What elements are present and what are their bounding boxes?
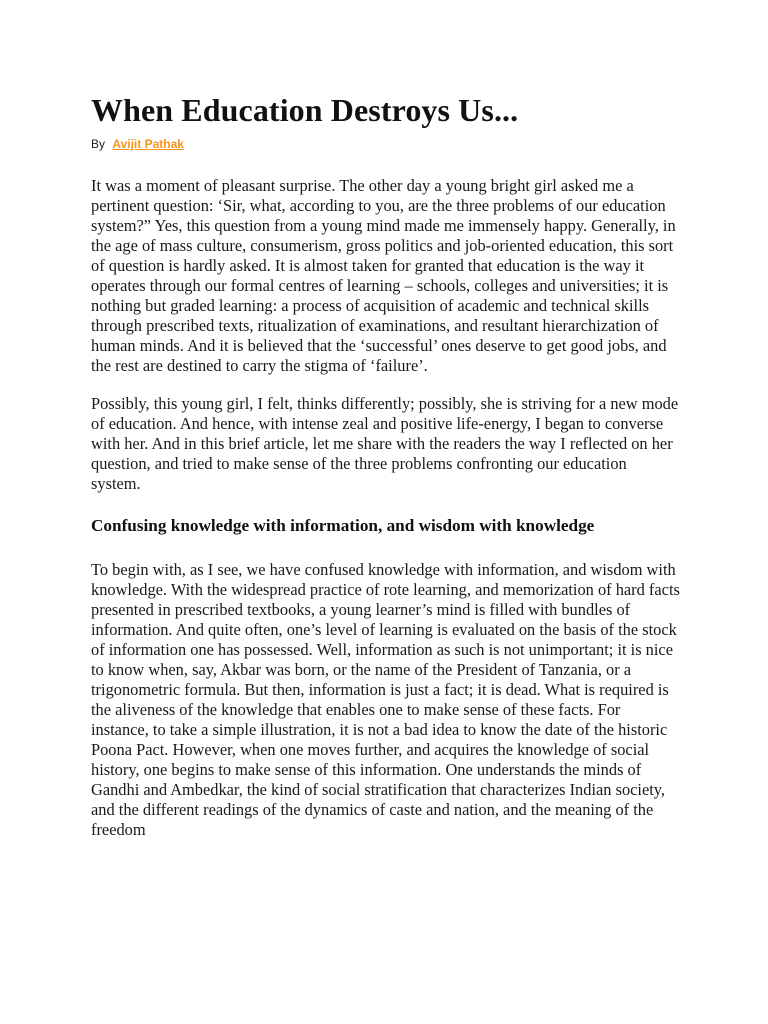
byline bbox=[91, 136, 680, 152]
intro-paragraph: It was a moment of pleasant surprise. The other day a young bright girl asked me a pertinent question: ‘Sir, what, according to you, are the three problems of our education system?” Yes, this question from a young mind made me immensely happy. Generally, in the age of mass culture, consumerism, gross politics and job-oriented education, this sort of question is hardly asked. It is almost taken for granted that education is the way it operates through our formal centres of learning – schools, colleges and universities; it is nothing but graded learning: a process of acquisition of academic and technical skills through prescribed texts, ritualization of examinations, and resultant hierarchization of human minds. And it is believed that the ‘successful’ ones deserve to get good jobs, and the rest are destined to carry the stigma of ‘failure’. bbox=[91, 176, 676, 375]
article-title: When Education Destroys Us... bbox=[91, 92, 519, 128]
author-link[interactable]: Avijit Pathak bbox=[112, 137, 184, 151]
intro-paragraph-2: Possibly, this young girl, I felt, thinks differently; possibly, she is striving for a new mode of education. And hence, with intense zeal and positive life-energy, I began to converse with her. And in this brief article, let me share with the readers the way I reflected on her question, and tried to make sense of the three problems confronting our education system. bbox=[91, 394, 679, 493]
section-paragraph: To begin with, as I see, we have confused knowledge with information, and wisdom with knowledge. With the widespread practice of rote learning, and memorization of hard facts presented in prescribed textbooks, a young learner’s mind is filled with bundles of information. And quite often, one’s level of learning is evaluated on the basis of the stock of information one has possessed. Well, information as such is not unimportant; it is nice to know when, say, Akbar was born, or the name of the President of Tanzania, or a trigonometric formula. But then, information is just a fact; it is dead. What is required is the aliveness of the knowledge that enables one to make sense of these facts. For instance, to take a simple illustration, it is not a bad idea to know the date of the historic Poona Pact. However, when one moves further, and acquires the knowledge of social history, one begins to make sense of this information. One understands the minds of Gandhi and Ambedkar, the kind of social stratification that characterizes Indian society, and the different readings of the dynamics of caste and nation, and the meaning of the freedom bbox=[91, 560, 680, 839]
section-heading: Confusing knowledge with information, and wisdom with knowledge bbox=[91, 516, 595, 535]
byline-prefix: By bbox=[91, 137, 106, 151]
